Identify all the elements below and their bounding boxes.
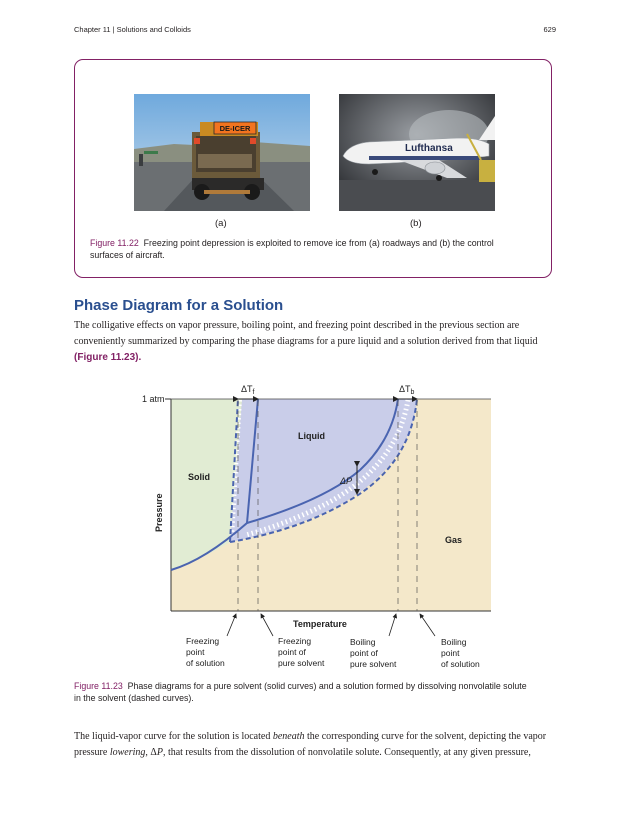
- figure-11-22-label: Figure 11.22: [90, 238, 139, 248]
- gas-label: Gas: [445, 535, 463, 545]
- figure-11-22-caption-line2: surfaces of aircraft.: [90, 249, 165, 260]
- intro-paragraph: The colligative effects on vapor pressure, boiling point, and freezing point described in the previous section are conveniently summarized by comparing the phase diagrams for a pure liquid and a solution derived from that liquid (Figure 11.23).: [74, 318, 555, 366]
- delta-tf-label: $\Delta T_f$: [241, 384, 255, 396]
- page-number: 629: [543, 25, 556, 34]
- delta-tb-label: $\Delta T_b$: [399, 384, 415, 396]
- delta-p-label: ΔP: [340, 476, 353, 486]
- photo-a-label: (a): [215, 218, 227, 229]
- figure-11-22-caption-line1: Freezing point depression is exploited to remove ice from (a) roadways and (b) the control: [143, 238, 494, 248]
- figure-11-23-caption-line1: Phase diagrams for a pure solvent (solid curves) and a solution formed by dissolving nonvolatile solute: [127, 681, 527, 691]
- deicer-sign-text: DE-ICER: [219, 124, 251, 133]
- section-title: Phase Diagram for a Solution: [74, 297, 284, 314]
- photo-b-label: (b): [410, 218, 422, 229]
- callout-boiling-solvent: Boiling point of pure solvent: [350, 637, 397, 669]
- figure-11-23-link[interactable]: Figure 11.23: [77, 352, 136, 363]
- pressure-axis-label: Pressure: [154, 493, 164, 532]
- outro-paragraph: The liquid-vapor curve for the solution is located beneath the corresponding curve for the solvent, depicting the vapor pressure lowering, ΔP, that results from the dissolution of nonvolatile solute. Consequently, at any given pressure,: [74, 731, 547, 758]
- figure-11-23-label: Figure 11.23: [74, 681, 123, 691]
- temperature-axis-label: Temperature: [293, 619, 347, 629]
- figure-11-23-caption-line2: in the solvent (dashed curves).: [74, 692, 194, 703]
- intro-line1: The colligative effects on vapor pressure, boiling point, and freezing point described in the previous section are: [74, 320, 520, 331]
- lufthansa-text: Lufthansa: [405, 143, 453, 154]
- callout-freezing-solution: Freezing point of solution: [186, 636, 225, 668]
- one-atm-label: 1 atm: [142, 394, 165, 404]
- solid-label: Solid: [188, 472, 210, 482]
- chapter-header: Chapter 11 | Solutions and Colloids: [74, 25, 191, 34]
- callout-boiling-solution: Boiling point of solution: [441, 637, 480, 669]
- intro-line2: conveniently summarized by comparing the phase diagrams for a pure liquid and a solution derived from that liquid: [74, 336, 538, 347]
- liquid-label: Liquid: [298, 431, 325, 441]
- callout-freezing-solvent: Freezing point of pure solvent: [278, 636, 325, 668]
- figure-11-23-caption: [74, 681, 555, 704]
